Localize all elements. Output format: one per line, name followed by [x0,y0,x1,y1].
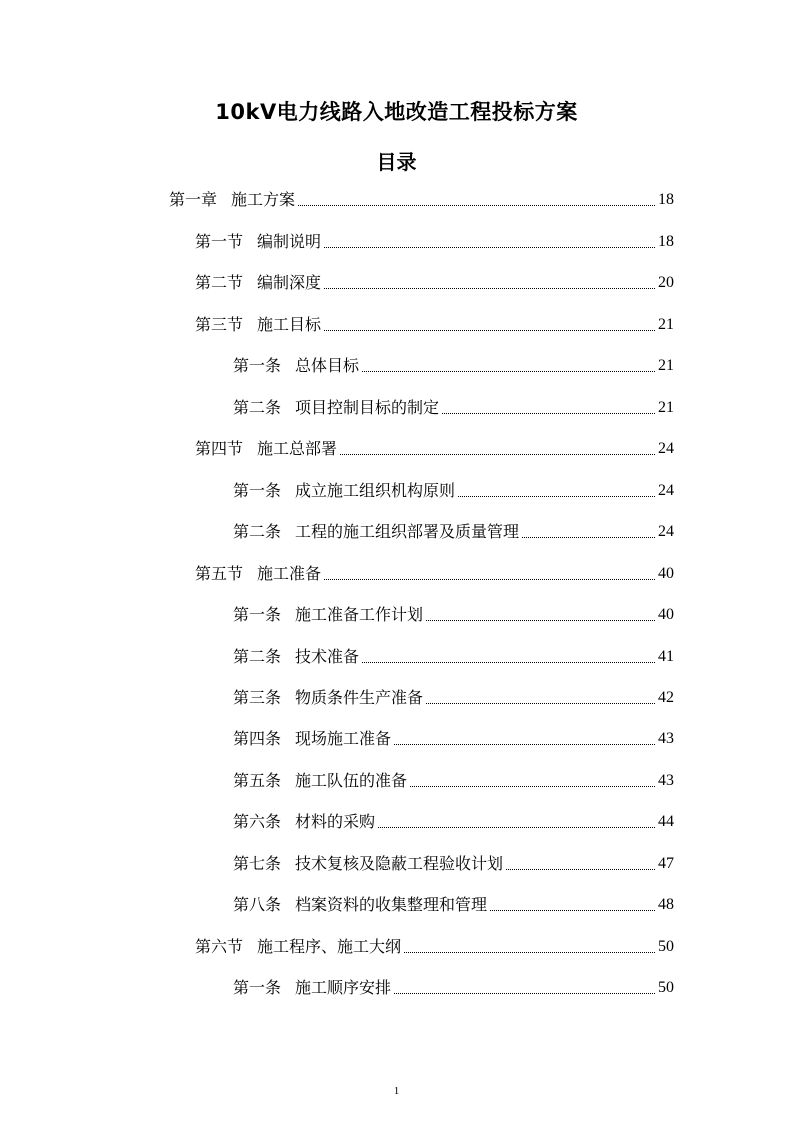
toc-leader-dots [298,205,655,206]
toc-entry-number: 第一条 [233,605,282,624]
toc-leader-dots [458,496,655,497]
toc-leader-dots [340,454,655,455]
toc-entry-label: 施工队伍的准备 [295,771,408,790]
toc-entry[interactable] [169,184,674,210]
toc-entry[interactable] [195,558,674,584]
toc-entry-number: 第三条 [233,688,282,707]
toc-entry[interactable] [233,516,674,542]
toc-leader-dots [362,371,655,372]
toc-entry-number: 第二条 [233,398,282,417]
toc-entry-label: 档案资料的收集整理和管理 [295,895,488,914]
toc-entry-page: 24 [658,440,674,457]
toc-leader-dots [442,413,655,414]
toc-entry[interactable] [195,267,674,293]
toc-entry-page: 21 [658,399,674,416]
toc-entry-label: 施工目标 [257,315,322,334]
toc-entry-label: 技术准备 [295,647,360,666]
toc-entry-label: 成立施工组织机构原则 [295,481,456,500]
toc-entry[interactable] [233,641,674,667]
toc-entry-page: 20 [658,274,674,291]
toc-entry-number: 第四条 [233,729,282,748]
toc-leader-dots [426,620,655,621]
toc-entry-page: 43 [658,730,674,747]
toc-entry-number: 第六条 [233,812,282,831]
toc-entry-label: 总体目标 [295,356,360,375]
toc-heading: 目录 [376,150,417,174]
toc-entry[interactable] [195,433,674,459]
toc-entry-page: 47 [658,855,674,872]
toc-leader-dots [394,744,655,745]
toc-leader-dots [362,662,655,663]
toc-entry-number: 第二条 [233,647,282,666]
document-title: 10kV电力线路入地改造工程投标方案 [215,100,578,124]
toc-entry-label: 项目控制目标的制定 [295,398,440,417]
toc-entry-number: 第一节 [195,232,244,251]
toc-leader-dots [426,703,655,704]
toc-entry-label: 施工总部署 [257,439,338,458]
toc-leader-dots [394,993,655,994]
toc-leader-dots [324,579,655,580]
toc-entry-label: 现场施工准备 [295,729,392,748]
toc-entry[interactable] [233,723,674,749]
toc-leader-dots [324,330,655,331]
toc-entry-label: 编制说明 [257,232,322,251]
toc-entry-page: 40 [658,565,674,582]
toc-entry-number: 第五节 [195,564,244,583]
toc-entry-page: 18 [658,233,674,250]
toc-entry[interactable] [233,848,674,874]
toc-entry-page: 44 [658,813,674,830]
toc-entry-number: 第八条 [233,895,282,914]
toc-entry-label: 工程的施工组织部署及质量管理 [295,522,520,541]
toc-entry-number: 第一章 [169,190,218,209]
toc-entry[interactable] [233,475,674,501]
toc-entry[interactable] [233,392,674,418]
toc-leader-dots [378,827,655,828]
toc-entry-page: 24 [658,523,674,540]
toc-entry-number: 第六节 [195,937,244,956]
toc-entry-page: 42 [658,689,674,706]
toc-entry-page: 18 [658,191,674,208]
toc-entry-number: 第一条 [233,978,282,997]
toc-leader-dots [522,537,655,538]
toc-entry-page: 24 [658,482,674,499]
toc-entry-page: 48 [658,896,674,913]
toc-entry-page: 50 [658,979,674,996]
toc-entry[interactable] [233,972,674,998]
toc-entry-number: 第二条 [233,522,282,541]
toc-entry-page: 21 [658,357,674,374]
toc-entry-label: 施工方案 [231,190,296,209]
toc-entry[interactable] [233,806,674,832]
toc-entry-label: 技术复核及隐蔽工程验收计划 [295,854,504,873]
toc-entry-number: 第五条 [233,771,282,790]
toc-leader-dots [410,786,655,787]
toc-entry-page: 41 [658,648,674,665]
toc-entry[interactable] [233,765,674,791]
toc-entry-label: 施工准备 [257,564,322,583]
toc-entry[interactable] [233,889,674,915]
toc-leader-dots [324,247,655,248]
toc-entry-label: 物质条件生产准备 [295,688,424,707]
toc-entry[interactable] [195,309,674,335]
toc-entry-page: 21 [658,316,674,333]
toc-entry-label: 施工准备工作计划 [295,605,424,624]
toc-entry-label: 编制深度 [257,273,322,292]
toc-entry[interactable] [195,226,674,252]
toc-entry-number: 第一条 [233,481,282,500]
toc-leader-dots [506,869,655,870]
toc-entry-number: 第二节 [195,273,244,292]
toc-leader-dots [324,288,655,289]
toc-entry-label: 施工程序、施工大纲 [257,937,402,956]
toc-leader-dots [490,910,655,911]
toc-entry-number: 第三节 [195,315,244,334]
toc-entry-number: 第四节 [195,439,244,458]
toc-entry-label: 施工顺序安排 [295,978,392,997]
toc-entry[interactable] [233,350,674,376]
toc-entry-page: 50 [658,938,674,955]
toc-entry[interactable] [233,682,674,708]
toc-entry[interactable] [195,931,674,957]
toc-entry-number: 第一条 [233,356,282,375]
page-number: 1 [393,1085,400,1097]
toc-entry[interactable] [233,599,674,625]
toc-entry-label: 材料的采购 [295,812,376,831]
toc-leader-dots [404,952,655,953]
toc-entry-page: 43 [658,772,674,789]
toc-entry-number: 第七条 [233,854,282,873]
toc-entry-page: 40 [658,606,674,623]
